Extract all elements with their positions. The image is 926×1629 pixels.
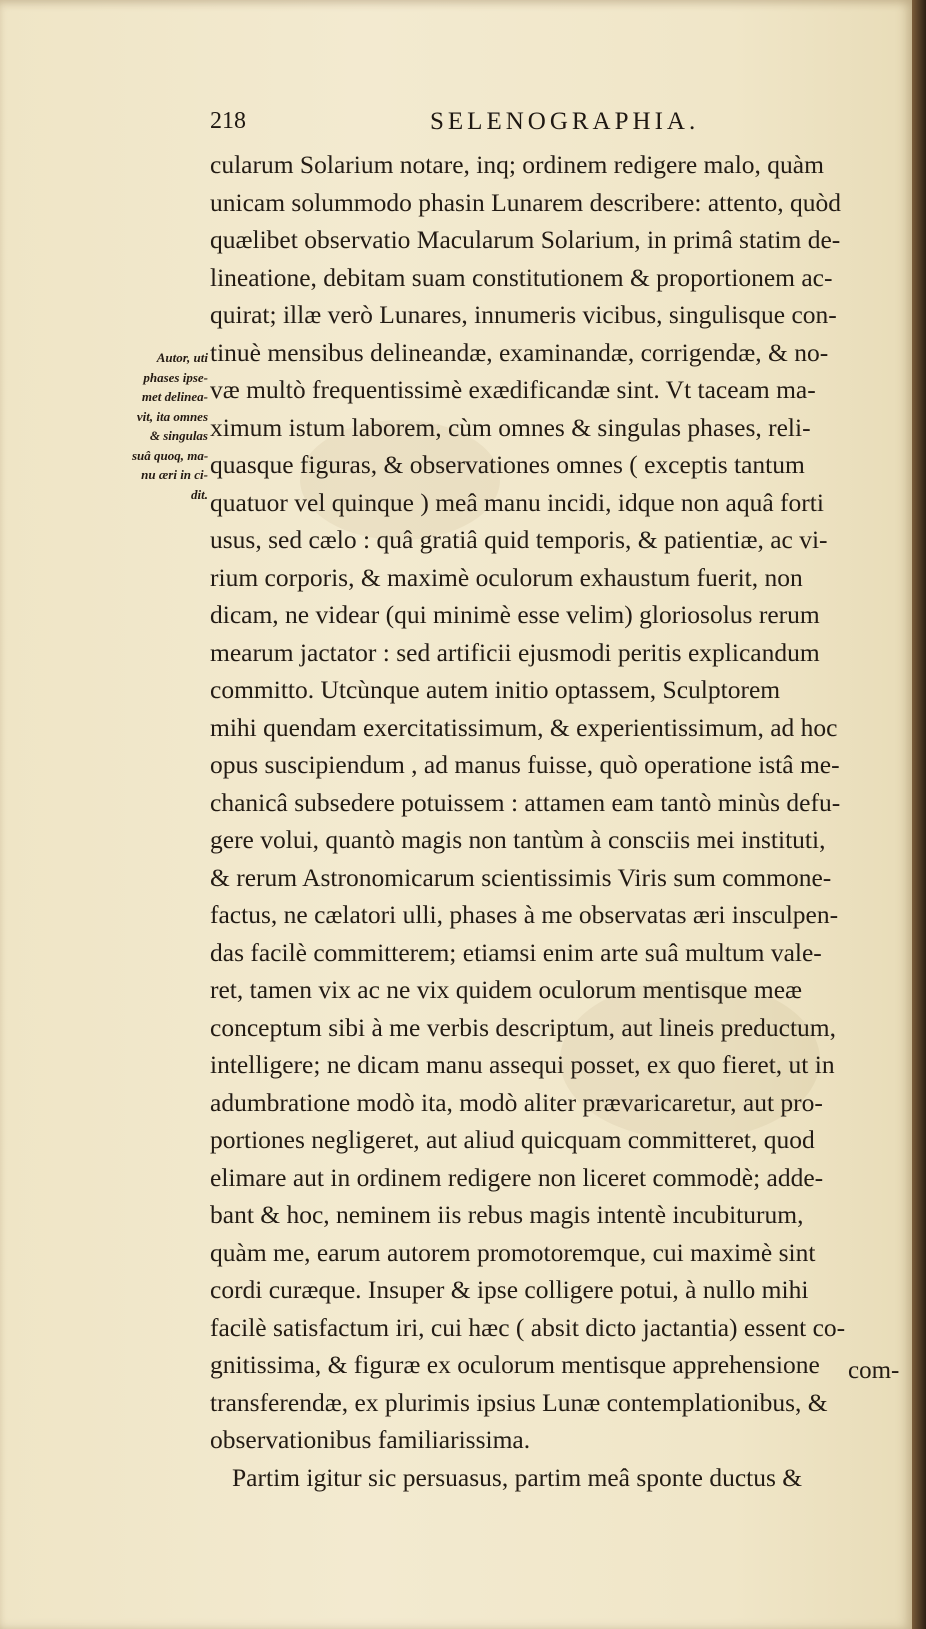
text-line: mihi quendam exercitatissimum, & experientissimum, ad hoc: [210, 712, 838, 742]
text-line: lineatione, debitam suam constitutionem & proportionem ac-: [210, 262, 833, 292]
text-line: Partim igitur sic persuasus, partim meâ sponte ductus &: [232, 1462, 803, 1492]
text-line: quàm me, earum autorem promotoremque, cui maximè sint: [210, 1237, 816, 1267]
text-line: & singulas: [149, 428, 208, 443]
page-number: 218: [210, 108, 246, 134]
text-line: portiones negligeret, aut aliud quicquam committeret, quod: [210, 1125, 815, 1154]
paragraph-2: [210, 1459, 895, 1497]
text-line: conceptum sibi à me verbis descriptum, aut lineis preductum,: [210, 1012, 837, 1042]
text-line: dicam, ne videar (qui minimè esse velim) gloriosolus rerum: [210, 600, 820, 629]
page-edge: [912, 0, 926, 1629]
text-line: observationibus familiarissima.: [210, 1425, 531, 1454]
text-line: adumbratione modò ita, modò aliter prævaricaretur, aut pro-: [210, 1087, 823, 1117]
text-line: usus, sed cælo : quâ gratiâ quid temporis, & patientiæ, ac vi-: [210, 525, 828, 554]
text-line: intelligere; ne dicam manu assequi posset, ex quo fieret, ut in: [210, 1050, 835, 1079]
text-line: Autor, uti: [156, 350, 208, 365]
text-line: tinuè mensibus delineandæ, examinandæ, corrigendæ, & no-: [210, 337, 829, 367]
marginal-note: [132, 348, 208, 504]
text-line: quirat; illæ verò Lunares, innumeris vicibus, singulisque con-: [210, 300, 837, 329]
text-line: gere volui, quantò magis non tantùm à consciis mei instituti,: [210, 825, 826, 854]
text-line: nu æri in ci-: [141, 467, 208, 482]
text-line: transferendæ, ex plurimis ipsius Lunæ contemplationibus, &: [210, 1387, 828, 1417]
running-head: SELENOGRAPHIA.: [430, 108, 700, 135]
text-line: dit.: [191, 486, 208, 502]
text-line: rium corporis, & maximè oculorum exhaustum fuerit, non: [210, 562, 803, 592]
text-line: ximum istum laborem, cùm omnes & singulas phases, reli-: [210, 412, 811, 442]
text-line: committo. Utcùnque autem initio optassem, Sculptorem: [210, 675, 781, 704]
text-line: & rerum Astronomicarum scientissimis Viris sum commone-: [210, 862, 832, 892]
main-text: [210, 146, 895, 1496]
text-line: opus suscipiendum , ad manus fuisse, quò operatione istâ me-: [210, 750, 840, 779]
text-line: bant & hoc, neminem iis rebus magis intentè incubiturum,: [210, 1200, 804, 1229]
text-line: væ multò frequentissimè exædificandæ sint. Vt taceam ma-: [210, 375, 816, 404]
text-line: vit, ita omnes: [136, 408, 208, 424]
catchword: com-: [848, 1357, 900, 1384]
text-line: cordi curæque. Insuper & ipse colligere potui, à nullo mihi: [210, 1275, 809, 1304]
text-line: cularum Solarium notare, inq; ordinem redigere malo, quàm: [210, 150, 824, 179]
text-line: gnitissima, & figuræ ex oculorum mentisque apprehensione: [210, 1350, 820, 1379]
text-line: facilè satisfactum iri, cui hæc ( absit dicto jactantia) essent co-: [210, 1312, 846, 1342]
text-line: ret, tamen vix ac ne vix quidem oculorum mentisque meæ: [210, 975, 803, 1004]
text-line: suâ quoq, ma-: [132, 447, 209, 463]
text-line: factus, ne cælatori ulli, phases à me observatas æri insculpen-: [210, 900, 839, 929]
text-line: quatuor vel quinque ) meâ manu incidi, idque non aquâ forti: [210, 487, 824, 517]
page-header: [210, 108, 730, 142]
text-line: chanicâ subsedere potuissem : attamen eam tantò minùs defu-: [210, 787, 841, 817]
text-line: unicam solummodo phasin Lunarem describere: attento, quòd: [210, 187, 841, 217]
paragraph-1: [210, 146, 895, 1459]
text-line: quasque figuras, & observationes omnes ( exceptis tantum: [210, 450, 805, 479]
text-line: quælibet observatio Macularum Solarium, in primâ statim de-: [210, 225, 841, 254]
text-line: das facilè committerem; etiamsi enim arte suâ multum vale-: [210, 937, 822, 967]
text-line: mearum jactator : sed artificii ejusmodi peritis explicandum: [210, 637, 820, 667]
text-line: elimare aut in ordinem redigere non liceret commodè; adde-: [210, 1162, 824, 1192]
text-line: met delinea-: [141, 389, 208, 404]
text-line: phases ipse-: [143, 369, 208, 385]
